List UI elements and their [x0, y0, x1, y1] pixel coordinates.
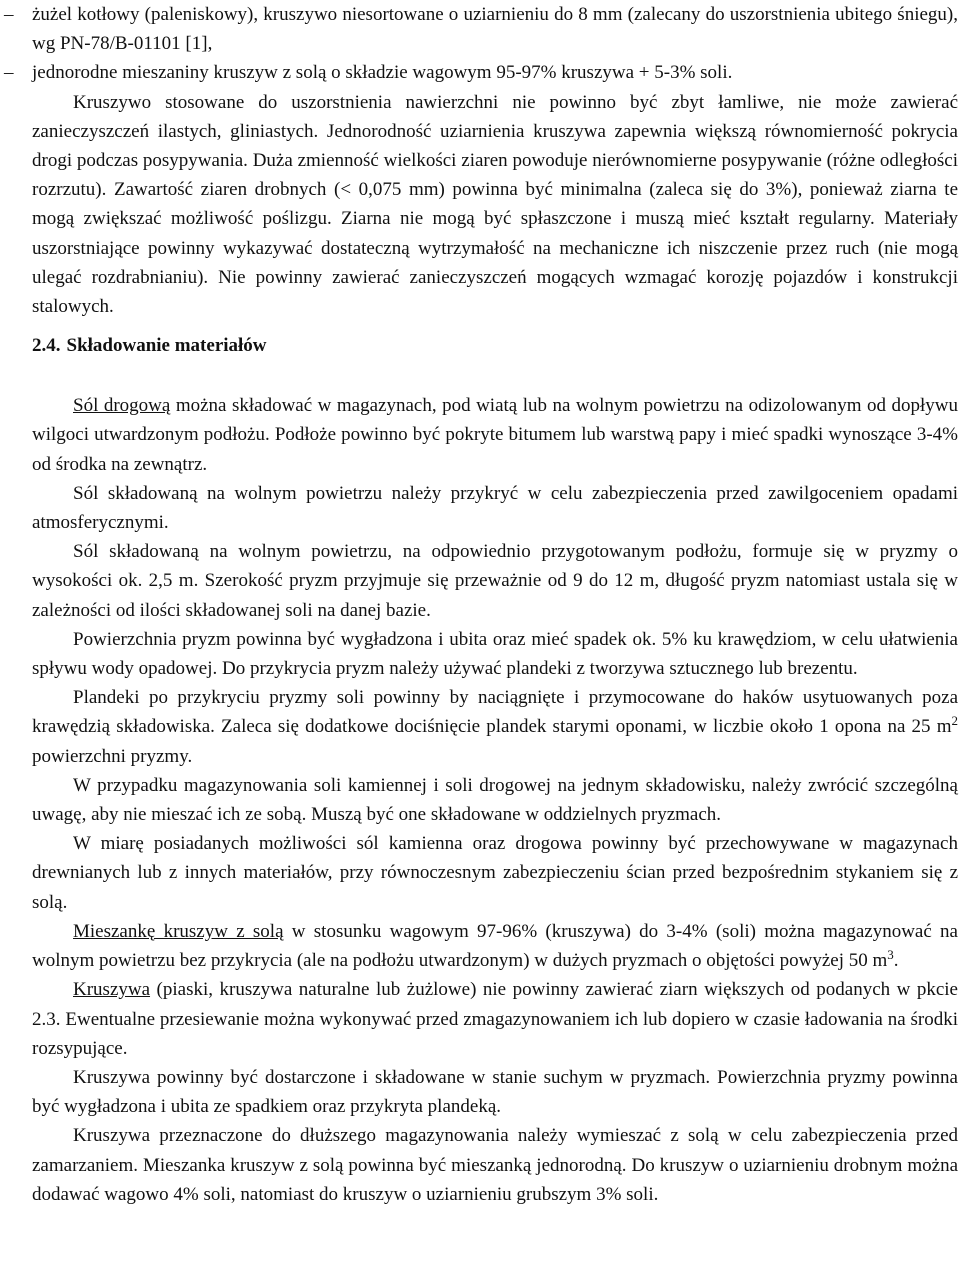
list-item-text: żużel kotłowy (paleniskowy), kruszywo niesortowane o uziarnieniu do 8 mm (zalecany do uszorstnienia ubitego śniegu), wg PN-78/B-01101 [1], [32, 4, 958, 55]
paragraph-mixture [32, 917, 958, 975]
paragraph-aggregates [32, 975, 958, 1063]
list-item-text: jednorodne mieszaniny kruszyw z solą o składzie wagowym 95-97% kruszywa + 5-3% soli. [32, 62, 733, 84]
paragraph-text: . [893, 950, 899, 972]
paragraph-salt-storage [32, 391, 958, 479]
underlined-term: Kruszywa [73, 979, 151, 1001]
section-heading [32, 331, 958, 361]
paragraph-separate-piles: W przypadku magazynowania soli kamiennej i soli drogowej na jednym składowisku, należy zwrócić szczególną uwagę, aby nie mieszać ich ze sobą. Muszą być one składowane w oddzielnych pryzmach. [32, 774, 958, 826]
section-number: 2.4. [32, 335, 61, 357]
paragraph-piles: Sól składowaną na wolnym powietrzu, na odpowiednio przygotowanym podłożu, formuje się w pryzmy o wysokości ok. 2,5 m. Szerokość pryzm przyjmuje się przeważnie od 9 do 12 m, długość pryzm natomiast ustala się w zależności od ilości składowanej soli na danej bazie. [32, 541, 958, 621]
paragraph-text: powierzchni pryzmy. [32, 745, 193, 767]
paragraph-text: w stosunku wagowym 97-96% (kruszywa) do 3-4% (soli) można magazynować na wolnym powietrzu bez przykrycia (ale na podłożu utwardzonym) w dużych pryzmach o objętości powyżej 50 m [32, 920, 958, 972]
underlined-term: Sól drogową [73, 395, 171, 417]
list-dash: – [4, 62, 14, 84]
list-dash: – [4, 4, 14, 25]
paragraph-text: (piaski, kruszywa naturalne lub żużlowe) nie powinny zawierać ziarn większych od podanych w pkcie 2.3. Ewentualne przesiewanie można wykonywać przed zmagazynowaniem ich lub dopiero w czasie ładowania na środki rozsypujące. [32, 979, 958, 1059]
underlined-term: Mieszankę kruszyw z solą [73, 920, 284, 942]
list-item [4, 0, 958, 58]
paragraph-long-storage: Kruszywa przeznaczone do dłuższego magazynowania należy wymieszać z solą w celu zabezpieczenia przed zamarzaniem. Mieszanka kruszyw z solą powinna być mieszanką jednorodną. Do kruszyw o uziarnieniu drobnym można dodawać wagowo 4% soli, natomiast do kruszyw o uziarnieniu grubszym 3% soli. [32, 1125, 958, 1205]
document-page [4, 0, 959, 1209]
paragraph-cover: Sól składowaną na wolnym powietrzu należy przykryć w celu zabezpieczenia przed zawilgoceniem opadami atmosferycznymi. [32, 482, 958, 534]
paragraph-text: można składować w magazynach, pod wiatą lub na wolnym powietrzu na odizolowanym od dopływu wilgoci utwardzonym podłożu. Podłoże powinno być pokryte bitumem lub warstwą papy i mieć spadki wynoszące 3-4% od środka na zewnątrz. [32, 395, 959, 475]
intro-paragraph: Kruszywo stosowane do uszorstnienia nawierzchni nie powinno być zbyt łamliwe, nie może zawierać zanieczyszczeń ilastych, gliniastych. Jednorodność uziarnienia kruszywa zapewnia większą równomierność pokrycia drogi podczas posypywania. Duża zmienność wielkości ziaren powoduje nierównomierne posypywanie (różne odległości rozrzutu). Zawartość ziaren drobnych (< 0,075 mm) powinna być minimalna (zaleca się do 3%), ponieważ ziarna te mogą zwiększać możliwość poślizgu. Ziarna nie mogą być spłaszczone i muszą mieć kształt regularny. Materiały uszorstniające powinny wykazywać dostateczną wytrzymałość na mechaniczne ich niszczenie przez ruch (nie mogą ulegać rozdrabnianiu). Nie powinny zawierać zanieczyszczeń mogących wzmagać korozję pojazdów i konstrukcji stalowych. [32, 91, 958, 318]
superscript: 2 [951, 713, 958, 729]
paragraph-dry-storage: Kruszywa powinny być dostarczone i składowane w stanie suchym w pryzmach. Powierzchnia pryzmy powinna być wygładzona i ubita ze spadkiem oraz przykryta plandeką. [32, 1066, 958, 1118]
paragraph-text: Plandeki po przykryciu pryzmy soli powinny by naciągnięte i przymocowane do haków usytuowanych poza krawędzią składowiska. Zaleca się dodatkowe dociśnięcie plandek starymi oponami, w liczbie około 1 opona na 25 m [32, 687, 958, 738]
paragraph-pile-surface: Powierzchnia pryzm powinna być wygładzona i ubita oraz mieć spadek ok. 5% ku krawędziom, w celu ułatwienia spływu wody opadowej. Do przykrycia pryzm należy używać plandeki z tworzywa sztucznego lub brezentu. [32, 628, 958, 680]
section-title: Składowanie materiałów [66, 335, 267, 357]
list-item [4, 58, 958, 87]
paragraph-warehouses: W miarę posiadanych możliwości sól kamienna oraz drogowa powinny być przechowywane w magazynach drewnianych lub z innych materiałów, przy równoczesnym zabezpieczeniu ścian przed bezpośrednim stykaniem się z solą. [32, 833, 958, 913]
superscript: 3 [887, 947, 894, 963]
paragraph-tarps [32, 683, 958, 771]
